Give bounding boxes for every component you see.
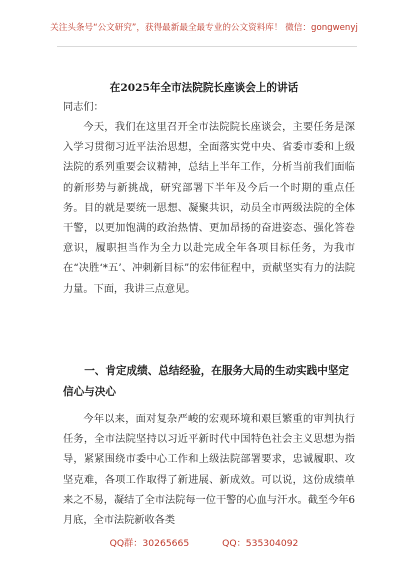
qq-group-number: QQ群：30265665	[109, 538, 190, 549]
salutation: 同志们：	[63, 102, 104, 113]
qq-contact-number: QQ：535304092	[222, 538, 299, 549]
promo-banner: 关注头条号“公文研究”，获得最新最全最专业的公文资料库！ 微信：gongwenyj	[50, 23, 358, 33]
body-paragraph-intro: 今天，我们在这里召开全市法院院长座谈会，主要任务是深入学习贯彻习近平法治思想，全面落实党中央、省委市委和上级法院的系列重要会议精神，总结上半年工作，分析当前我们面临的新形势与新挑战，研究部署下半年及今后一个时期的重点任务。目的就是要统一思想、凝聚共识，动员全市两级法院的全体干警，以更加饱满的政治热情、更加昂扬的奋进姿态、强化答卷意识，履职担当作为全力以赴完成全年各项目标任务，为我市在“决胜‘*五’、冲刺新目标”的宏伟征程中，贡献坚实有力的法院力量。下面，我讲三点意见。	[63, 122, 355, 295]
document-title: 在2025年全市法院院长座谈会上的讲话	[109, 82, 299, 94]
footer-contacts	[0, 535, 408, 549]
section-heading-1: 一、肯定成绩、总结经验，在服务大局的生动实践中坚定信心与决心	[63, 365, 350, 398]
header-divider	[57, 46, 357, 47]
body-paragraph-achievements: 今年以来，面对复杂严峻的宏观环境和艰巨繁重的审判执行任务，全市法院坚持以习近平新时代中国特色社会主义思想为指导，紧紧围绕市委中心工作和上级法院部署要求，忠诚履职、攻坚克难，各项工作取得了新进展、新成效。可以说，这份成绩单来之不易，凝结了全市法院每一位干警的心血与汗水。截至今年6月底，全市法院新收各类	[63, 414, 355, 527]
